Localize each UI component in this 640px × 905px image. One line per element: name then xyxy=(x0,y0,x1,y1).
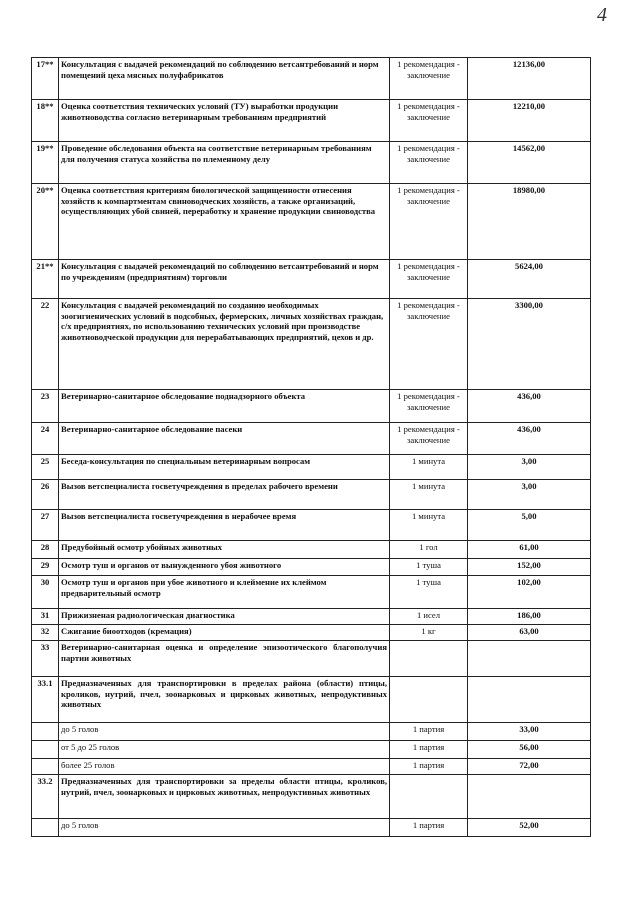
row-unit: 1 партия xyxy=(390,819,468,837)
table-row xyxy=(32,423,591,455)
row-number: 33 xyxy=(32,641,59,677)
row-price: 33,00 xyxy=(468,723,591,741)
row-description: Прижизненая радиологическая диагностика xyxy=(59,609,390,625)
row-price: 52,00 xyxy=(468,819,591,837)
table-row xyxy=(32,775,591,819)
table-row xyxy=(32,100,591,142)
row-unit: 1 рекомендация - заключение xyxy=(390,100,468,142)
row-price: 436,00 xyxy=(468,423,591,455)
row-description: более 25 голов xyxy=(59,759,390,775)
row-number xyxy=(32,819,59,837)
row-description: Осмотр туш и органов при убое животного и клеймение их клеймом предварительный осмотр xyxy=(59,576,390,609)
table-row xyxy=(32,609,591,625)
row-price: 436,00 xyxy=(468,390,591,423)
table-row xyxy=(32,723,591,741)
row-price: 61,00 xyxy=(468,541,591,559)
table-row xyxy=(32,58,591,100)
row-number: 32 xyxy=(32,625,59,641)
row-number: 25 xyxy=(32,455,59,480)
table-row xyxy=(32,455,591,480)
row-unit: 1 партия xyxy=(390,759,468,775)
row-number: 22 xyxy=(32,299,59,390)
row-price: 3300,00 xyxy=(468,299,591,390)
row-unit: 1 кг xyxy=(390,625,468,641)
row-description: Вызов ветспециалиста госветучреждения в пределах рабочего времени xyxy=(59,480,390,510)
row-price xyxy=(468,775,591,819)
row-unit: 1 партия xyxy=(390,723,468,741)
table-row xyxy=(32,510,591,541)
row-number: 31 xyxy=(32,609,59,625)
table-row xyxy=(32,576,591,609)
row-number: 26 xyxy=(32,480,59,510)
row-price: 72,00 xyxy=(468,759,591,775)
row-unit: 1 рекомендация - заключение xyxy=(390,390,468,423)
row-price: 14562,00 xyxy=(468,142,591,184)
table-row xyxy=(32,559,591,576)
table-row xyxy=(32,641,591,677)
row-description: Консультация с выдачей рекомендаций по соблюдению ветсантребований и норм помещений цеха мясных полуфабрикатов xyxy=(59,58,390,100)
row-number: 33.1 xyxy=(32,677,59,723)
row-description: Вызов ветспециалиста госветучреждения в нерабочее время xyxy=(59,510,390,541)
row-price: 3,00 xyxy=(468,480,591,510)
row-description: Проведение обследования объекта на соответствие ветеринарным требованиям для получения статуса хозяйства по племенному делу xyxy=(59,142,390,184)
row-price: 186,00 xyxy=(468,609,591,625)
row-unit: 1 рекомендация - заключение xyxy=(390,142,468,184)
row-price: 5,00 xyxy=(468,510,591,541)
price-table xyxy=(31,57,591,837)
row-unit: 1 туша xyxy=(390,559,468,576)
row-description: Ветеринарно-санитарное обследование пасеки xyxy=(59,423,390,455)
table-row xyxy=(32,142,591,184)
row-number: 30 xyxy=(32,576,59,609)
row-number: 19** xyxy=(32,142,59,184)
row-number xyxy=(32,723,59,741)
page-number: 4 xyxy=(597,4,607,26)
row-description: до 5 голов xyxy=(59,819,390,837)
row-unit: 1 гол xyxy=(390,541,468,559)
table-row xyxy=(32,741,591,759)
row-unit: 1 минута xyxy=(390,510,468,541)
row-description: Осмотр туш и органов от вынужденного убоя животного xyxy=(59,559,390,576)
row-price: 12210,00 xyxy=(468,100,591,142)
table-row xyxy=(32,819,591,837)
row-unit: 1 рекомендация - заключение xyxy=(390,260,468,299)
row-description: до 5 голов xyxy=(59,723,390,741)
row-unit: 1 рекомендация - заключение xyxy=(390,299,468,390)
row-number: 18** xyxy=(32,100,59,142)
row-description: Оценка соответствия технических условий (ТУ) выработки продукции животноводства согласно ветеринарным требованиям предприятий xyxy=(59,100,390,142)
row-price: 18980,00 xyxy=(468,184,591,260)
table-row xyxy=(32,480,591,510)
table-row xyxy=(32,677,591,723)
row-description: Ветеринарно-санитарное обследование поднадзорного объекта xyxy=(59,390,390,423)
row-number: 17** xyxy=(32,58,59,100)
row-number: 23 xyxy=(32,390,59,423)
row-unit xyxy=(390,677,468,723)
row-price: 63,00 xyxy=(468,625,591,641)
row-unit: 1 минута xyxy=(390,480,468,510)
row-unit: 1 рекомендация - заключение xyxy=(390,184,468,260)
row-unit: 1 рекомендация - заключение xyxy=(390,58,468,100)
row-description: Предназначенных для транспортировки за пределы области птицы, кроликов, нутрий, пчел, зоонарковых и цирковых животных, непродуктивных животных xyxy=(59,775,390,819)
row-number xyxy=(32,741,59,759)
row-description: Консультация с выдачей рекомендаций по созданию необходимых зоогигиенических условий в подсобных, фермерских, личных хозяйствах граждан, с/х предприятиях, по использованию технических условий при производстве животноводческой продукции для перерабатывающих предприятий, цехов и др. xyxy=(59,299,390,390)
table-row xyxy=(32,625,591,641)
row-price xyxy=(468,677,591,723)
row-unit: 1 рекомендация - заключение xyxy=(390,423,468,455)
row-number: 33.2 xyxy=(32,775,59,819)
row-number: 24 xyxy=(32,423,59,455)
table-row xyxy=(32,390,591,423)
table-row xyxy=(32,759,591,775)
row-price: 152,00 xyxy=(468,559,591,576)
table-row xyxy=(32,260,591,299)
row-number: 21** xyxy=(32,260,59,299)
row-unit xyxy=(390,775,468,819)
row-unit: 1 туша xyxy=(390,576,468,609)
row-number: 27 xyxy=(32,510,59,541)
row-unit: 1 партия xyxy=(390,741,468,759)
row-price: 12136,00 xyxy=(468,58,591,100)
row-description: Консультация с выдачей рекомендаций по соблюдению ветсантребований и норм по учреждениям (предприятиям) торговли xyxy=(59,260,390,299)
row-unit: 1 минута xyxy=(390,455,468,480)
row-number: 20** xyxy=(32,184,59,260)
row-unit: 1 исел xyxy=(390,609,468,625)
table-row xyxy=(32,299,591,390)
row-unit xyxy=(390,641,468,677)
table-row xyxy=(32,184,591,260)
row-price xyxy=(468,641,591,677)
row-price: 5624,00 xyxy=(468,260,591,299)
row-description: от 5 до 25 голов xyxy=(59,741,390,759)
row-description: Сжигание биоотходов (кремация) xyxy=(59,625,390,641)
row-number: 29 xyxy=(32,559,59,576)
row-number: 28 xyxy=(32,541,59,559)
row-description: Предназначенных для транспортировки в пределах района (области) птицы, кроликов, нутрий, пчел, зоонарковых и цирковых животных, непродуктивных животных xyxy=(59,677,390,723)
row-description: Беседа-консультация по специальным ветеринарным вопросам xyxy=(59,455,390,480)
row-description: Оценка соответствия критериям биологической защищенности отнесения хозяйств к компартментам свиноводческих хозяйств, а также организаций, осуществляющих убой свиней, переработку и хранение продукции свиноводства xyxy=(59,184,390,260)
row-description: Предубойный осмотр убойных животных xyxy=(59,541,390,559)
row-number xyxy=(32,759,59,775)
row-price: 102,00 xyxy=(468,576,591,609)
row-description: Ветеринарно-санитарная оценка и определение эпизоотического благополучия партии животных xyxy=(59,641,390,677)
table-row xyxy=(32,541,591,559)
row-price: 3,00 xyxy=(468,455,591,480)
row-price: 56,00 xyxy=(468,741,591,759)
